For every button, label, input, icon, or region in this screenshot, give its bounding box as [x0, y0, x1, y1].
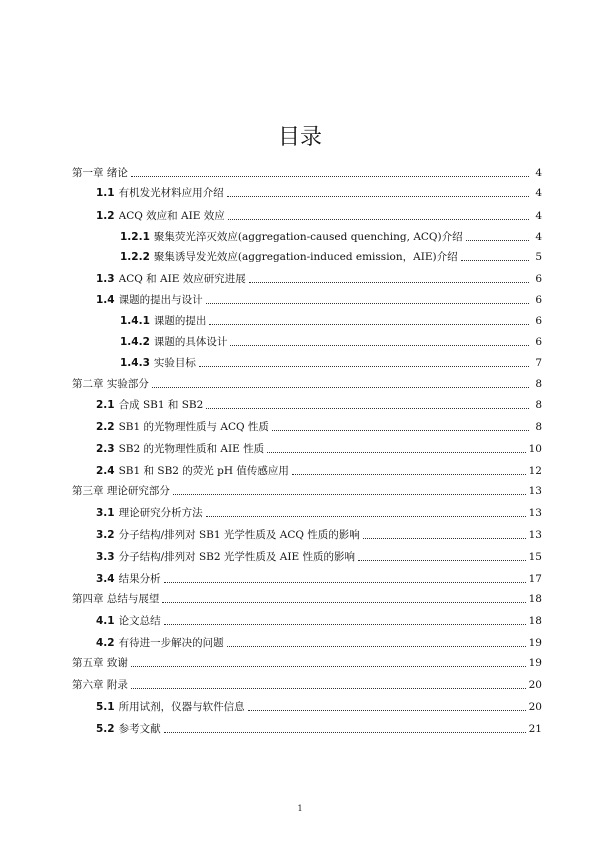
toc-entry-page: 7	[535, 357, 542, 369]
toc-entry-3-1[interactable]	[96, 504, 542, 520]
page-title: 目录	[277, 125, 322, 150]
section-number: 2.2	[96, 421, 115, 433]
toc-entry-page: 6	[535, 294, 542, 306]
section-number: 1.2.2	[120, 251, 150, 263]
toc-entry-chapter-2[interactable]	[72, 375, 542, 391]
toc-entry-1-4[interactable]	[96, 291, 542, 307]
toc-entry-title: 理论研究分析方法	[118, 507, 203, 519]
toc-entry-page: 19	[528, 637, 542, 649]
section-number: 1.4.1	[120, 315, 150, 327]
toc-entry-2-4[interactable]	[96, 462, 542, 478]
section-number: 5.1	[96, 701, 115, 713]
toc-entry-page: 20	[528, 701, 542, 713]
toc-entry-page: 4	[535, 187, 542, 199]
toc-entry-title: 实验目标	[153, 357, 196, 369]
toc-entry-title: SB1 的光物理性质与 ACQ 性质	[118, 421, 269, 433]
toc-entry-4-1[interactable]	[96, 612, 542, 628]
toc-entry-title: 分子结构/排列对 SB2 光学性质及 AIE 性质的影响	[118, 551, 355, 563]
dot-leader	[199, 365, 529, 367]
section-number: 3.3	[96, 551, 115, 563]
toc-entry-title: 课题的具体设计	[153, 336, 228, 348]
toc-entry-page: 15	[528, 551, 542, 563]
dot-leader	[164, 623, 526, 625]
toc-entry-title: 参考文献	[118, 723, 161, 735]
toc-entry-page: 18	[528, 615, 542, 627]
toc-entry-page: 4	[535, 231, 542, 243]
toc-entry-3-2[interactable]	[96, 526, 542, 542]
toc-entry-2-1[interactable]	[96, 396, 542, 412]
toc-entry-title: 所用试剂，仪器与软件信息	[118, 701, 245, 713]
toc-entry-page: 18	[528, 593, 542, 605]
toc-entry-title: 有待进一步解决的问题	[118, 637, 224, 649]
toc-entry-1-2-1[interactable]	[120, 228, 542, 244]
toc-entry-3-3[interactable]	[96, 548, 542, 564]
section-number: 1.2	[96, 210, 115, 222]
section-number: 2.3	[96, 443, 115, 455]
toc-entry-title: 分子结构/排列对 SB1 光学性质及 ACQ 性质的影响	[118, 529, 360, 541]
toc-entry-page: 5	[535, 251, 542, 263]
dot-leader	[164, 731, 526, 733]
section-number: 3.2	[96, 529, 115, 541]
dot-leader	[358, 559, 526, 561]
toc-entry-1-2[interactable]	[96, 207, 542, 223]
dot-leader	[227, 195, 529, 197]
toc-entry-title: 第一章 绪论	[72, 167, 128, 179]
toc-entry-chapter-5[interactable]	[72, 654, 542, 670]
toc-entry-title: 第三章 理论研究部分	[72, 485, 170, 497]
toc-entry-title: 第五章 致谢	[72, 657, 128, 669]
section-number: 1.1	[96, 187, 115, 199]
section-number: 1.4.3	[120, 357, 150, 369]
toc-entry-page: 21	[528, 723, 542, 735]
section-number: 1.4.2	[120, 336, 150, 348]
section-number: 3.4	[96, 573, 115, 585]
toc-entry-1-3[interactable]	[96, 270, 542, 286]
dot-leader	[131, 687, 526, 689]
toc-entry-page: 8	[535, 378, 542, 390]
toc-entry-page: 13	[528, 485, 542, 497]
dot-leader	[173, 493, 526, 495]
dot-leader	[292, 473, 526, 475]
dot-leader	[164, 581, 526, 583]
section-number: 4.2	[96, 637, 115, 649]
toc-entry-page: 19	[528, 657, 542, 669]
toc-entry-page: 12	[528, 465, 542, 477]
dot-leader	[206, 407, 529, 409]
toc-entry-2-2[interactable]	[96, 418, 542, 434]
section-number: 1.4	[96, 294, 115, 306]
toc-entry-page: 17	[528, 573, 542, 585]
toc-entry-title: 课题的提出与设计	[118, 294, 203, 306]
toc-entry-1-4-2[interactable]	[120, 333, 542, 349]
toc-entry-page: 13	[528, 529, 542, 541]
dot-leader	[466, 239, 529, 241]
toc-entry-page: 8	[535, 399, 542, 411]
toc-entry-title: 第四章 总结与展望	[72, 593, 160, 605]
dot-leader	[152, 386, 529, 388]
dot-leader	[131, 175, 529, 177]
toc-entry-page: 6	[535, 336, 542, 348]
dot-leader	[227, 645, 526, 647]
toc-entry-5-1[interactable]	[96, 698, 542, 714]
section-number: 2.4	[96, 465, 115, 477]
toc-entry-title: 聚集诱导发光效应(aggregation-induced emission，AIE)介绍	[153, 251, 458, 263]
dot-leader	[461, 259, 529, 261]
toc-entry-3-4[interactable]	[96, 570, 542, 586]
section-number: 3.1	[96, 507, 115, 519]
toc-entry-5-2[interactable]	[96, 720, 542, 736]
toc-entry-title: 论文总结	[118, 615, 161, 627]
toc-entry-4-2[interactable]	[96, 634, 542, 650]
section-number: 1.2.1	[120, 231, 150, 243]
toc-entry-title: 第六章 附录	[72, 679, 128, 691]
dot-leader	[272, 429, 529, 431]
toc-entry-1-1[interactable]	[96, 184, 542, 200]
toc-entry-page: 8	[535, 421, 542, 433]
toc-entry-page: 4	[535, 167, 542, 179]
toc-entry-page: 20	[528, 679, 542, 691]
toc-entry-2-3[interactable]	[96, 440, 542, 456]
toc-entry-title: 有机发光材料应用介绍	[118, 187, 224, 199]
toc-entry-title: ACQ 效应和 AIE 效应	[118, 210, 225, 222]
toc-entry-1-2-2[interactable]	[120, 248, 542, 264]
toc-entry-chapter-1[interactable]	[72, 164, 542, 180]
dot-leader	[363, 537, 526, 539]
page-number: 1	[297, 804, 303, 813]
section-number: 4.1	[96, 615, 115, 627]
dot-leader	[206, 302, 529, 304]
dot-leader	[228, 218, 529, 220]
dot-leader	[162, 601, 525, 603]
toc-entry-page: 6	[535, 273, 542, 285]
dot-leader	[209, 323, 529, 325]
toc-entry-title: 课题的提出	[153, 315, 207, 327]
dot-leader	[131, 665, 526, 667]
dot-leader	[206, 515, 526, 517]
toc-entry-chapter-3[interactable]	[72, 482, 542, 498]
section-number: 2.1	[96, 399, 115, 411]
toc-entry-title: ACQ 和 AIE 效应研究进展	[118, 273, 246, 285]
toc-entry-page: 13	[528, 507, 542, 519]
toc-entry-title: 合成 SB1 和 SB2	[118, 399, 204, 411]
dot-leader	[230, 344, 529, 346]
toc-entry-page: 4	[535, 210, 542, 222]
toc-entry-title: SB2 的光物理性质和 AIE 性质	[118, 443, 265, 455]
dot-leader	[248, 709, 526, 711]
toc-entry-chapter-6[interactable]	[72, 676, 542, 692]
toc-entry-title: 聚集荧光淬灭效应(aggregation-caused quenching, ACQ)介绍	[153, 231, 463, 243]
toc-entry-title: 结果分析	[118, 573, 161, 585]
toc-entry-chapter-4[interactable]	[72, 590, 542, 606]
toc-entry-title: 第二章 实验部分	[72, 378, 149, 390]
dot-leader	[249, 281, 529, 283]
toc-entry-page: 10	[528, 443, 542, 455]
section-number: 1.3	[96, 273, 115, 285]
toc-entry-title: SB1 和 SB2 的荧光 pH 值传感应用	[118, 465, 289, 477]
section-number: 5.2	[96, 723, 115, 735]
toc-entry-page: 6	[535, 315, 542, 327]
toc-entry-1-4-3[interactable]	[120, 354, 542, 370]
toc-entry-1-4-1[interactable]	[120, 312, 542, 328]
dot-leader	[267, 451, 526, 453]
